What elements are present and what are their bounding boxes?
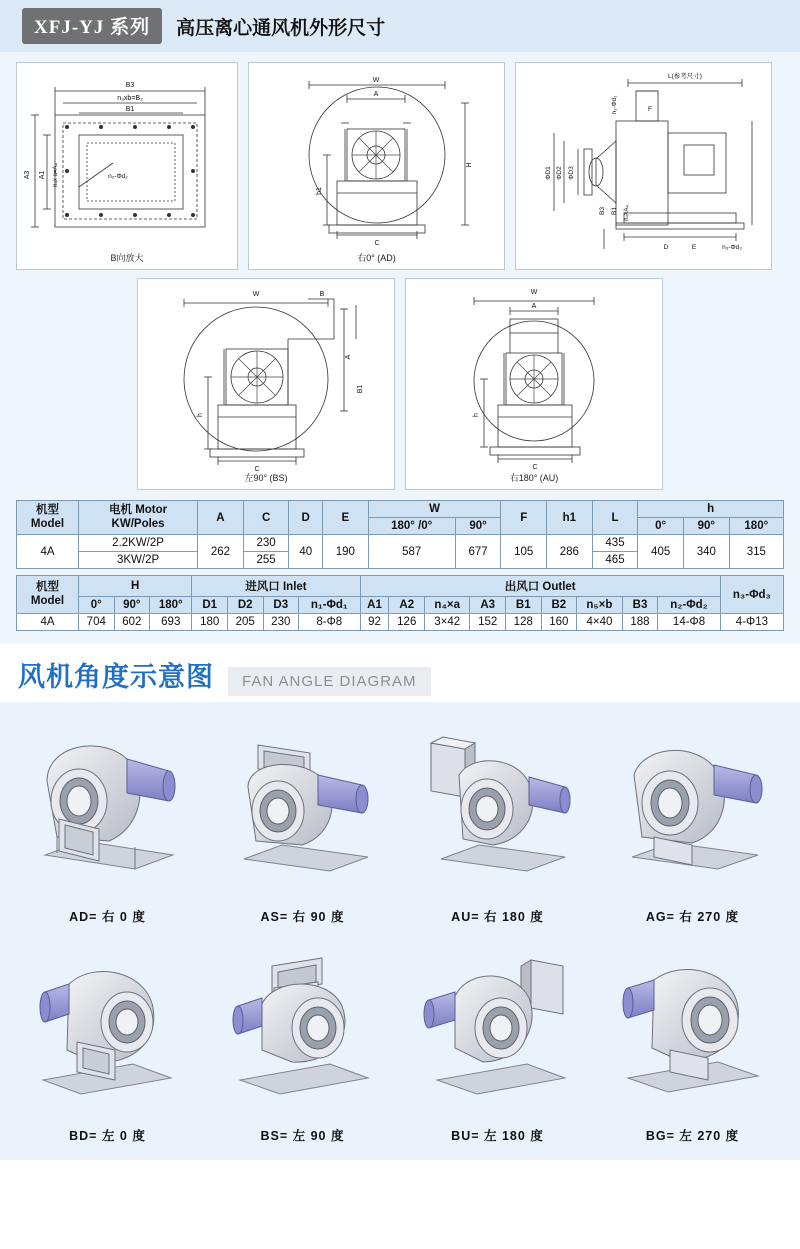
drawing-bs-caption: 左90° (BS)	[244, 473, 288, 483]
t1-header-W-180-0: 180° /0°	[368, 518, 455, 535]
t1-header-h1: h1	[547, 501, 593, 535]
angle-title-cn: 风机角度示意图	[18, 662, 214, 692]
fan-angle-item-bs	[205, 935, 400, 1144]
t2-header-n5b: n₅×b	[577, 597, 623, 614]
t2-header-B2: B2	[541, 597, 577, 614]
svg-text:F: F	[648, 106, 652, 113]
t2-header-A3: A3	[470, 597, 506, 614]
svg-text:L(参考尺寸): L(参考尺寸)	[668, 73, 702, 80]
t1-cell-h180: 315	[729, 535, 783, 569]
t1-motor-cn: 电机 Motor	[109, 503, 168, 516]
t1-header-E: E	[323, 501, 369, 535]
svg-text:D: D	[663, 244, 669, 251]
t2-header-n2d2: n₂-Φd₂	[658, 597, 721, 614]
drawing-ad	[248, 62, 505, 270]
svg-text:n₄×A₄: n₄×A₄	[624, 205, 630, 221]
t1-cell-motor-2: 3KW/2P	[79, 552, 198, 569]
svg-text:ΦD3: ΦD3	[568, 166, 575, 180]
fan-render-bs	[205, 935, 400, 1120]
t2-cell-D3: 230	[263, 614, 299, 631]
fan-render-bg	[595, 935, 790, 1120]
t1-cell-F: 105	[501, 535, 547, 569]
t2-cell-n5b: 4×40	[577, 614, 623, 631]
t1-header-L: L	[592, 501, 638, 535]
t1-header-A: A	[198, 501, 244, 535]
svg-text:C: C	[374, 240, 380, 247]
drawing-bs	[137, 278, 395, 490]
t2-header-H-0: 0°	[79, 597, 115, 614]
t1-cell-C-2: 255	[243, 552, 289, 569]
fan-render-bu	[400, 935, 595, 1120]
t1-model-cn: 机型	[36, 503, 59, 516]
svg-text:A: A	[345, 354, 352, 360]
t2-header-n3d3: n₃-Φd₃	[720, 576, 783, 614]
t2-cell-n2d2: 14-Φ8	[658, 614, 721, 631]
angle-section-header	[0, 643, 800, 702]
svg-text:h: h	[197, 413, 204, 417]
svg-text:n₃xb=B₂: n₃xb=B₂	[117, 95, 143, 102]
spec-tables	[0, 496, 800, 643]
t1-header-model	[17, 501, 79, 535]
svg-text:W: W	[372, 77, 380, 84]
svg-text:C: C	[254, 466, 260, 473]
fan-angle-item-ad	[10, 716, 205, 925]
table-row	[17, 535, 784, 552]
fan-angle-label-ag: AG= 右 270 度	[645, 910, 740, 924]
t1-header-h: h	[638, 501, 784, 518]
t2-header-D1: D1	[192, 597, 228, 614]
fan-angle-item-bg	[595, 935, 790, 1144]
t1-cell-motor-1: 2.2KW/2P	[79, 535, 198, 552]
svg-text:B1: B1	[357, 384, 364, 394]
t1-cell-L-2: 465	[592, 552, 638, 569]
t2-cell-H90: 602	[114, 614, 150, 631]
t2-header-n4a: n₄×a	[425, 597, 470, 614]
page-header	[0, 0, 800, 52]
fan-angle-item-ag	[595, 716, 790, 925]
t1-cell-h90: 340	[683, 535, 729, 569]
svg-text:n₂-Φd₂: n₂-Φd₂	[108, 173, 128, 180]
fan-angle-label-bg: BG= 左 270 度	[645, 1129, 740, 1143]
svg-text:C: C	[532, 464, 538, 471]
t2-cell-B2: 160	[541, 614, 577, 631]
t1-cell-L-1: 435	[592, 535, 638, 552]
svg-text:W: W	[252, 291, 260, 298]
fan-angle-label-ad: AD= 右 0 度	[69, 910, 146, 924]
t1-cell-h1: 286	[547, 535, 593, 569]
dimension-table-2	[16, 575, 784, 631]
t2-cell-n3d3: 4-Φ13	[720, 614, 783, 631]
svg-text:B3: B3	[125, 82, 135, 89]
t2-header-B3: B3	[622, 597, 658, 614]
t1-cell-model: 4A	[17, 535, 79, 569]
svg-text:A: A	[373, 91, 379, 98]
fan-angle-label-bd: BD= 左 0 度	[69, 1129, 146, 1143]
svg-text:B3: B3	[599, 207, 606, 215]
t2-cell-A1: 92	[360, 614, 389, 631]
fan-angle-gallery	[0, 702, 800, 1160]
svg-text:A1: A1	[39, 170, 46, 180]
drawing-au	[405, 278, 663, 490]
svg-text:h: h	[473, 413, 480, 417]
fan-angle-label-bu: BU= 左 180 度	[451, 1129, 544, 1143]
t2-cell-B1: 128	[506, 614, 542, 631]
t1-cell-W1: 587	[368, 535, 455, 569]
fan-angle-item-bd	[10, 935, 205, 1144]
fan-render-bd	[10, 935, 205, 1120]
svg-text:H: H	[466, 162, 473, 168]
t1-model-en: Model	[30, 517, 65, 530]
t1-cell-C-1: 230	[243, 535, 289, 552]
svg-text:n₃-Φd₃: n₃-Φd₃	[722, 244, 742, 251]
t1-cell-h0: 405	[638, 535, 684, 569]
svg-text:W: W	[530, 289, 538, 296]
t2-header-D3: D3	[263, 597, 299, 614]
drawing-b-view	[16, 62, 238, 270]
t2-cell-A2: 126	[389, 614, 425, 631]
fan-angle-grid	[10, 716, 790, 1144]
t1-header-W: W	[368, 501, 501, 518]
t2-header-B1: B1	[506, 597, 542, 614]
svg-text:h1: h1	[316, 187, 323, 195]
t1-header-F: F	[501, 501, 547, 535]
fan-angle-label-bs: BS= 左 90 度	[260, 1129, 345, 1143]
t2-header-model	[17, 576, 79, 614]
t2-model-en: Model	[30, 594, 65, 607]
fan-angle-item-bu	[400, 935, 595, 1144]
t1-header-h-180: 180°	[729, 518, 783, 535]
t1-header-C: C	[243, 501, 289, 535]
t2-cell-B3: 188	[622, 614, 658, 631]
t2-cell-D2: 205	[227, 614, 263, 631]
t1-header-W-90: 90°	[455, 518, 501, 535]
t1-cell-D: 40	[289, 535, 323, 569]
t2-cell-H180: 693	[150, 614, 192, 631]
t2-header-H: H	[79, 576, 192, 597]
t1-header-motor	[79, 501, 198, 535]
svg-text:B1: B1	[125, 106, 135, 113]
t1-motor-en: KW/Poles	[111, 517, 165, 530]
t1-header-h-90: 90°	[683, 518, 729, 535]
fan-render-ag	[595, 716, 790, 901]
t2-cell-A3: 152	[470, 614, 506, 631]
svg-text:B1: B1	[611, 207, 618, 215]
drawing-au-caption: 右180° (AU)	[509, 473, 559, 483]
t2-header-A1: A1	[360, 597, 389, 614]
drawing-side-section	[515, 62, 772, 270]
technical-drawings	[0, 52, 800, 496]
svg-text:B: B	[319, 291, 325, 298]
t2-header-outlet: 出风口 Outlet	[360, 576, 720, 597]
drawings-row-2	[16, 278, 784, 490]
fan-angle-item-as	[205, 716, 400, 925]
svg-text:A: A	[531, 303, 537, 310]
svg-text:ΦD2: ΦD2	[556, 166, 563, 180]
drawing-ad-caption: 右0° (AD)	[357, 253, 396, 263]
angle-title-en: FAN ANGLE DIAGRAM	[228, 667, 431, 696]
t2-header-A2: A2	[389, 597, 425, 614]
svg-text:ΦD1: ΦD1	[545, 166, 552, 180]
fan-angle-item-au	[400, 716, 595, 925]
drawings-row-1	[16, 62, 784, 270]
t2-header-D2: D2	[227, 597, 263, 614]
svg-text:n₄x a=A₄: n₄x a=A₄	[53, 163, 59, 187]
fan-render-au	[400, 716, 595, 901]
t2-cell-model: 4A	[17, 614, 79, 631]
drawing-b-view-caption: B向放大	[110, 253, 144, 263]
t1-cell-W2: 677	[455, 535, 501, 569]
series-badge: XFJ-YJ 系列	[22, 8, 162, 44]
t2-model-cn: 机型	[36, 580, 59, 593]
t2-cell-D1: 180	[192, 614, 228, 631]
svg-text:E: E	[691, 244, 697, 251]
table-row	[17, 614, 784, 631]
page-title: 高压离心通风机外形尺寸	[176, 17, 386, 39]
t2-cell-H0: 704	[79, 614, 115, 631]
svg-text:A3: A3	[24, 170, 31, 180]
t1-header-D: D	[289, 501, 323, 535]
dimension-table-1	[16, 500, 784, 569]
t2-cell-n4a: 3×42	[425, 614, 470, 631]
fan-render-ad	[10, 716, 205, 901]
t2-header-inlet: 进风口 Inlet	[192, 576, 360, 597]
t1-header-h-0: 0°	[638, 518, 684, 535]
t2-header-H-90: 90°	[114, 597, 150, 614]
t2-header-n1d1: n₁-Φd₁	[299, 597, 360, 614]
t1-cell-A: 262	[198, 535, 244, 569]
t1-cell-E: 190	[323, 535, 369, 569]
t2-header-H-180: 180°	[150, 597, 192, 614]
t2-cell-n1d1: 8-Φ8	[299, 614, 360, 631]
fan-angle-label-au: AU= 右 180 度	[451, 910, 544, 924]
svg-text:n₁-Φd₁: n₁-Φd₁	[611, 95, 618, 115]
fan-render-as	[205, 716, 400, 901]
fan-angle-label-as: AS= 右 90 度	[260, 910, 345, 924]
